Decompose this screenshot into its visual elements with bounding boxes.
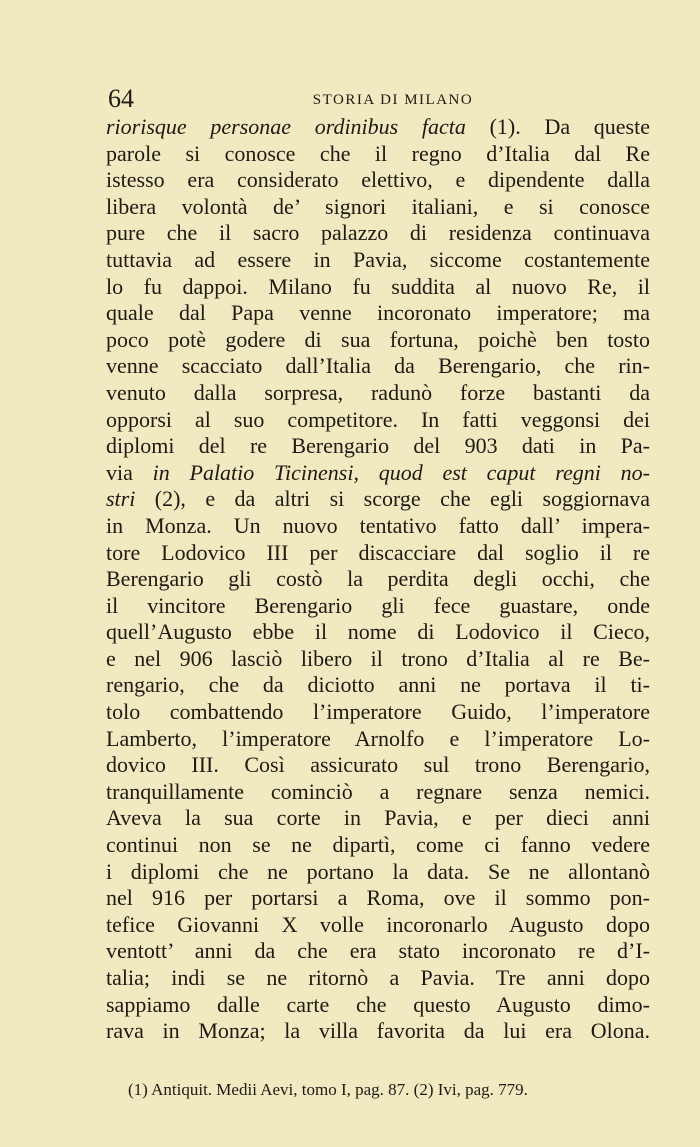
text-line [106,992,650,1019]
text-line [106,353,650,380]
text-line [106,274,650,301]
text-run: sappiamo dalle carte che questo Augusto dimo- [106,991,650,1017]
text-line [106,220,650,247]
text-run: dovico III. Così assicurato sul trono Berengario, [106,752,650,778]
text-line [106,1018,650,1045]
text-run: il vincitore Berengario gli fece guastare, onde [106,592,650,618]
text-line [106,699,650,726]
text-run: quale dal Papa venne incoronato imperatore; ma [106,300,650,326]
body-text [106,114,650,1045]
text-line [106,938,650,965]
italic-latin-run: in Palatio Ticinensi, quod est caput regni no- [152,459,650,485]
text-line [106,114,650,141]
text-run: Lamberto, l’imperatore Arnolfo e l’imperatore Lo- [106,725,650,751]
text-line [106,805,650,832]
text-run: Berengario gli costò la perdita degli occhi, che [106,566,650,592]
italic-latin-run: stri [106,486,136,512]
text-run: nel 916 per portarsi a Roma, ove il sommo pon- [106,885,650,911]
text-run: in Monza. Un nuovo tentativo fatto dall’ impera- [106,512,650,538]
text-line [106,779,650,806]
footnotes: (1) Antiquit. Medii Aevi, tomo I, pag. 87. (2) Ivi, pag. 779. [128,1080,528,1099]
text-run: e nel 906 lasciò libero il trono d’Italia al re Be- [106,645,650,671]
text-line [106,167,650,194]
text-run: diplomi del re Berengario del 903 dati in Pa- [106,433,650,459]
text-run: ventott’ anni da che era stato incoronato re d’I- [106,938,650,964]
text-run: istesso era considerato elettivo, e dipendente dalla [106,167,650,193]
text-line [106,859,650,886]
text-run: opporsi al suo competitore. In fatti veggonsi dei [106,406,650,432]
text-line [106,912,650,939]
text-line [106,486,650,513]
text-line [106,593,650,620]
text-line [106,141,650,168]
running-title: STORIA DI MILANO [312,92,474,108]
text-run: tranquillamente cominciò a regnare senza nemici. [106,778,650,804]
text-run: (1). Da queste [465,114,650,139]
text-run: lo fu dappoi. Milano fu suddita al nuovo Re, il [106,273,650,299]
text-run: (2), e da altri si scorge che egli soggiornava [135,486,650,512]
text-run: poco potè godere di sua fortuna, poichè ben tosto [106,326,650,352]
text-run: i diplomi che ne portano la data. Se ne allontanò [106,858,650,884]
text-run: quell’Augusto ebbe il nome di Lodovico il Cieco, [106,619,650,645]
text-line [106,380,650,407]
text-line [106,619,650,646]
text-run: rengario, che da diciotto anni ne portava il ti- [106,672,650,698]
page-number: 64 [108,84,134,113]
text-run: parole si conosce che il regno d’Italia dal Re [106,140,650,166]
text-line [106,726,650,753]
text-line [106,885,650,912]
text-line [106,513,650,540]
text-run: venne scacciato dall’Italia da Berengario, che rin- [106,353,650,379]
text-line [106,407,650,434]
text-run: Aveva la sua corte in Pavia, e per dieci anni [106,805,650,831]
text-line [106,965,650,992]
text-line [106,300,650,327]
text-run: tore Lodovico III per discacciare dal soglio il re [106,539,650,565]
text-line [106,460,650,487]
text-run: tefice Giovanni X volle incoronarlo Augusto dopo [106,911,650,937]
text-line [106,832,650,859]
text-line [106,194,650,221]
text-run: continui non se ne dipartì, come ci fanno vedere [106,832,650,858]
text-run: rava in Monza; la villa favorita da lui era Olona. [106,1018,650,1044]
text-line [106,327,650,354]
text-line [106,247,650,274]
text-run: pure che il sacro palazzo di residenza continuava [106,220,650,246]
text-run: tolo combattendo l’imperatore Guido, l’imperatore [106,699,650,725]
italic-latin-run: riorisque personae ordinibus facta [106,114,466,139]
text-line [106,646,650,673]
text-run: talia; indi se ne ritornò a Pavia. Tre anni dopo [106,965,650,990]
text-run: via [106,459,153,485]
text-line [106,566,650,593]
text-run: venuto dalla sorpresa, radunò forze bastanti da [106,379,650,405]
text-line [106,540,650,567]
page-header [108,82,648,116]
text-line [106,672,650,699]
text-run: libera volontà de’ signori italiani, e si conosce [106,193,650,219]
text-line [106,433,650,460]
text-run: tuttavia ad essere in Pavia, siccome costantemente [106,246,650,272]
text-line [106,752,650,779]
